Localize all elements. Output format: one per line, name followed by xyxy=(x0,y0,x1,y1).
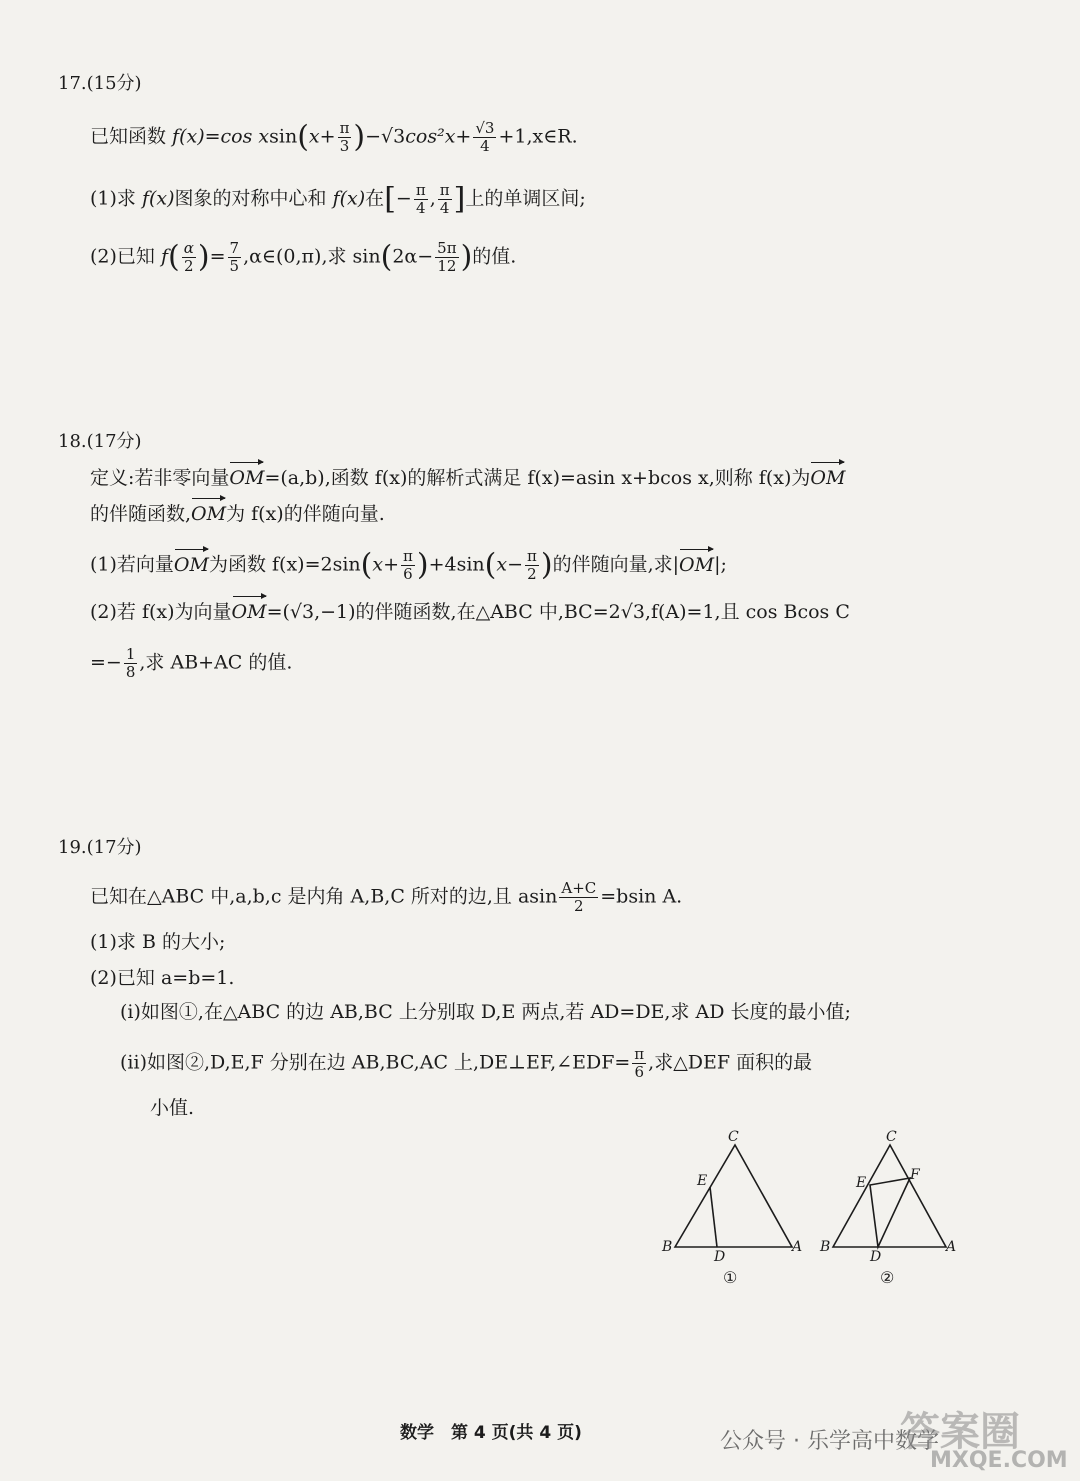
fig1-caption: ① xyxy=(723,1268,738,1287)
q17-part1: (1)求 f(x)图象的对称中心和 f(x)在[− $\frac{\pi}{4}$ , $\frac{\pi}{4}$ ]上的单调区间; xyxy=(90,181,586,217)
q18-part1: (1)若向量OM为函数 f(x)=2sin(x+ $\frac{\pi}{6}$ )+4sin(x− $\frac{\pi}{2}$ )的伴随向量,求|OM|; xyxy=(90,547,727,583)
q18-def-line2: 的伴随函数,OM为 f(x)的伴随向量. xyxy=(90,500,385,528)
q19-sub-i: (i)如图①,在△ABC 的边 AB,BC 上分别取 D,E 两点,若 AD=DE,求 AD 长度的最小值; xyxy=(120,1001,851,1023)
fig1-segment-de xyxy=(710,1187,717,1247)
q18-part2-cont: =− $\frac{1}{8}$ ,求 AB+AC 的值. xyxy=(90,645,293,681)
fig2-label-d: D xyxy=(870,1249,882,1265)
fig2-label-b: B xyxy=(820,1239,831,1255)
fig2-triangle-def xyxy=(870,1178,910,1247)
q19-sub-ii-cont: 小值. xyxy=(150,1097,195,1119)
fig1-label-c: C xyxy=(728,1129,739,1145)
watermark-logo: 答案圈 xyxy=(900,1409,1020,1455)
fig1-triangle xyxy=(675,1145,792,1247)
figure-1 xyxy=(660,1125,810,1290)
q19-part1: (1)求 B 的大小; xyxy=(90,931,226,953)
q19-sub-ii: (ii)如图②,D,E,F 分别在边 AB,BC,AC 上,DE⊥EF,∠EDF= $\frac{\pi}{6}$ ,求△DEF 面积的最 xyxy=(120,1045,813,1081)
q19-part2: (2)已知 a=b=1. xyxy=(90,967,235,989)
q19-stem: 已知在△ABC 中,a,b,c 是内角 A,B,C 所对的边,且 asin $\frac{A+C}{2}$ =bsin A. xyxy=(90,879,683,915)
fig2-label-f: F xyxy=(910,1167,920,1183)
fig1-label-e: E xyxy=(697,1173,708,1189)
watermark-url: MXQE.COM xyxy=(930,1448,1068,1473)
q19-header: 19.(17分) xyxy=(58,837,142,858)
fig1-label-a: A xyxy=(792,1239,803,1255)
q18-header: 18.(17分) xyxy=(58,431,142,452)
q18-def-line1: 定义:若非零向量OM=(a,b),函数 f(x)的解析式满足 f(x)=asin x+bcos x,则称 f(x)为OM xyxy=(90,464,845,492)
fig1-label-b: B xyxy=(662,1239,673,1255)
watermark-text: 公众号 · 乐学高中数学 xyxy=(720,1429,939,1454)
figure-2 xyxy=(818,1125,968,1290)
q17-part2: (2)已知 f( $\frac{\alpha}{2}$ )= $\frac{7}{5}$ ,α∈(0,π),求 sin(2α− $\frac{5\pi}{12}$ )的值. xyxy=(90,239,517,275)
q17-stem: 已知函数 f(x)=cos xsin(x+ $\frac{\pi}{3}$ )−√3cos²x+ $\frac{√3}{4}$ +1,x∈R. xyxy=(90,119,578,155)
fig2-label-e: E xyxy=(856,1175,867,1191)
page-footer: 数学 第 4 页(共 4 页) xyxy=(400,1423,582,1443)
fig1-label-d: D xyxy=(714,1249,726,1265)
q18-part2: (2)若 f(x)为向量OM=(√3,−1)的伴随函数,在△ABC 中,BC=2√3,f(A)=1,且 cos Bcos C xyxy=(90,598,850,626)
q17-header: 17.(15分) xyxy=(58,73,142,94)
fig2-caption: ② xyxy=(880,1268,895,1287)
fig2-label-a: A xyxy=(946,1239,957,1255)
fig2-triangle xyxy=(833,1145,946,1247)
fig2-label-c: C xyxy=(886,1129,897,1145)
